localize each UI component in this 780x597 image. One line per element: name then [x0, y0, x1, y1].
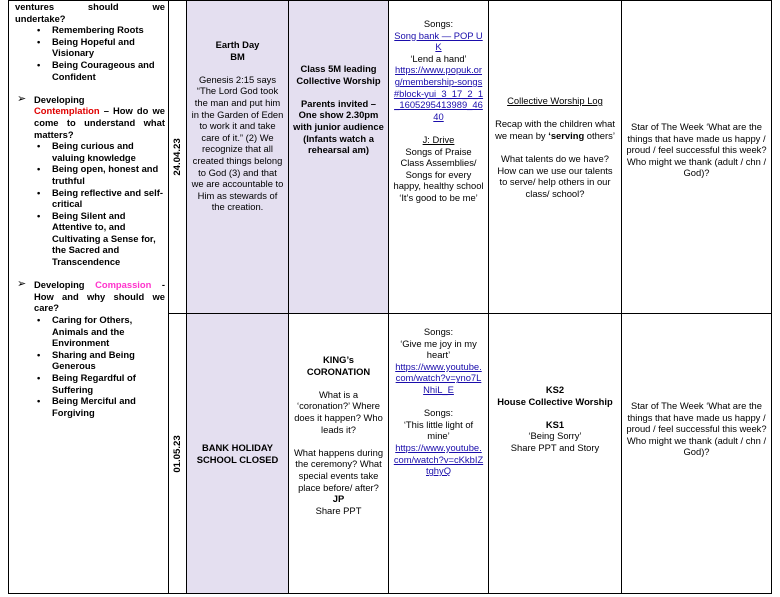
theme-lead: BM [230, 50, 245, 62]
star-of-week-text: Star of The Week ‘What are the things that have made us happy / proud / feel successful this week? Who might we thank (adult / chn / God)? [626, 121, 767, 179]
class-title: Class 5M leading Collective Worship [296, 63, 381, 86]
ks1-share: Share PPT and Story [510, 441, 600, 453]
songs-cell [389, 314, 489, 594]
songs-cell [389, 1, 489, 314]
ks-cell [489, 314, 622, 594]
songs-heading: Songs: [423, 407, 454, 419]
share-ppt: Share PPT [315, 504, 362, 516]
songs-heading: Songs: [423, 18, 454, 29]
ks-cell [489, 1, 622, 314]
song-bank-link[interactable]: Song bank — POP UK [394, 29, 483, 53]
compassion-heading: ➢ Developing Compassion - How and why should we care? [17, 278, 166, 314]
star-cell [622, 314, 772, 594]
youtube-link[interactable]: https://www.youtube.com/watch?v=cKkbIZtghyQ [393, 441, 484, 477]
class-lead: JP [332, 493, 345, 505]
star-cell [622, 1, 772, 314]
star-of-week-text: Star of The Week ‘What are the things that have made us happy / proud / feel successful this week? Who might we thank (adult / chn / God)? [626, 400, 767, 458]
list-item: • Remembering Roots [37, 24, 165, 36]
list-item: • Being Courageous and Confident [37, 59, 165, 82]
theme-body: Genesis 2:15 says “The Lord God took the man and put him in the Garden of Eden to work it and take care of it.” (2) We recognize that all created things belong to God (3) and that we are accountable to Him as stewards of the creation. [191, 73, 284, 213]
song-title: ‘This little light of mine’ [403, 418, 474, 442]
class-worship-cell [289, 314, 389, 594]
theme-title: BANK HOLIDAY SCHOOL CLOSED [196, 441, 279, 465]
list-item: • Sharing and Being Generous [37, 349, 165, 372]
intro-bullet-list [15, 24, 165, 82]
theme-cell [187, 314, 289, 594]
theme-cell [187, 1, 289, 314]
class-body: Parents invited – One show 2.30pm with junior audience (Infants watch a rehearsal am) [293, 97, 384, 156]
song-title: ‘Lend a hand’ [410, 52, 467, 64]
ks1-label: KS1 [545, 418, 565, 430]
week-date: 01.05.23 [171, 434, 183, 473]
list-item: • Being Hopeful and Visionary [37, 36, 165, 59]
date-cell [169, 1, 187, 314]
contemplation-keyword: Contemplation [34, 105, 100, 117]
ks1-song: ‘Being Sorry’ [528, 430, 582, 442]
theme-title: Earth Day [215, 39, 260, 50]
drive-body: Songs of Praise Class Assemblies/ Songs for every happy, healthy school [393, 145, 484, 192]
coronation-questions: What is a ‘coronation?’ Where does it happen? Who leads it? [294, 388, 383, 435]
ceremony-questions: What happens during the ceremony? What special events take place before/ after? [293, 446, 384, 493]
ks2-label: KS2 [545, 384, 565, 395]
table-row [9, 1, 772, 314]
intro-line: ventures should we [15, 1, 165, 12]
class-worship-cell [289, 1, 389, 314]
contemplation-heading: ➢ Developing Contemplation – How do we come to understand what matters? [17, 92, 165, 140]
arrow-bullet-icon: ➢ [17, 92, 27, 105]
arrow-bullet-icon: ➢ [17, 278, 27, 291]
list-item: • Being reflective and self-critical [37, 187, 165, 210]
class-title: KING’s CORONATION [306, 354, 371, 377]
list-item: • Being Merciful and Forgiving [37, 395, 165, 418]
list-item: • Being Regardful of Suffering [37, 372, 165, 395]
youtube-link[interactable]: https://www.youtube.com/watch?v=yno7LNhiL_E [395, 360, 482, 395]
list-item: • Being open, honest and truthful [37, 163, 165, 186]
week-date: 24.04.23 [171, 138, 183, 176]
list-item: • Being curious and valuing knowledge [37, 140, 165, 163]
themes-cell [9, 1, 169, 594]
intro-line: undertake? [15, 12, 66, 24]
song-title: ‘Give me joy in my heart’ [400, 337, 477, 361]
worship-log-title: Collective Worship Log [507, 95, 603, 106]
popuk-membership-link[interactable]: https://www.popuk.org/membership-songs#block-yui_3_17_2_1_1605295413989_4640 [393, 64, 484, 122]
list-item: • Caring for Others, Animals and the Environment [37, 314, 165, 349]
compassion-bullet-list [15, 314, 165, 418]
contemplation-bullet-list [15, 140, 165, 268]
worship-plan-table-wrapper [8, 0, 771, 593]
drive-heading: J: Drive [422, 133, 455, 145]
recap-text: Recap with the children what we mean by ‘serving others’ [495, 118, 615, 141]
date-cell [169, 314, 187, 594]
compassion-keyword: Compassion [95, 279, 152, 291]
ks2-body: House Collective Worship [497, 395, 613, 407]
songs-heading: Songs: [423, 326, 454, 337]
list-item: • Being Silent and Attentive to, and Cultivating a Sense for, the Sacred and Transcendence [37, 210, 165, 268]
song-title: ‘It’s good to be me’ [399, 191, 478, 203]
talents-questions: What talents do we have? How can we use our talents to serve/ help others in our class/ school? [497, 152, 613, 199]
worship-plan-table [8, 0, 772, 594]
